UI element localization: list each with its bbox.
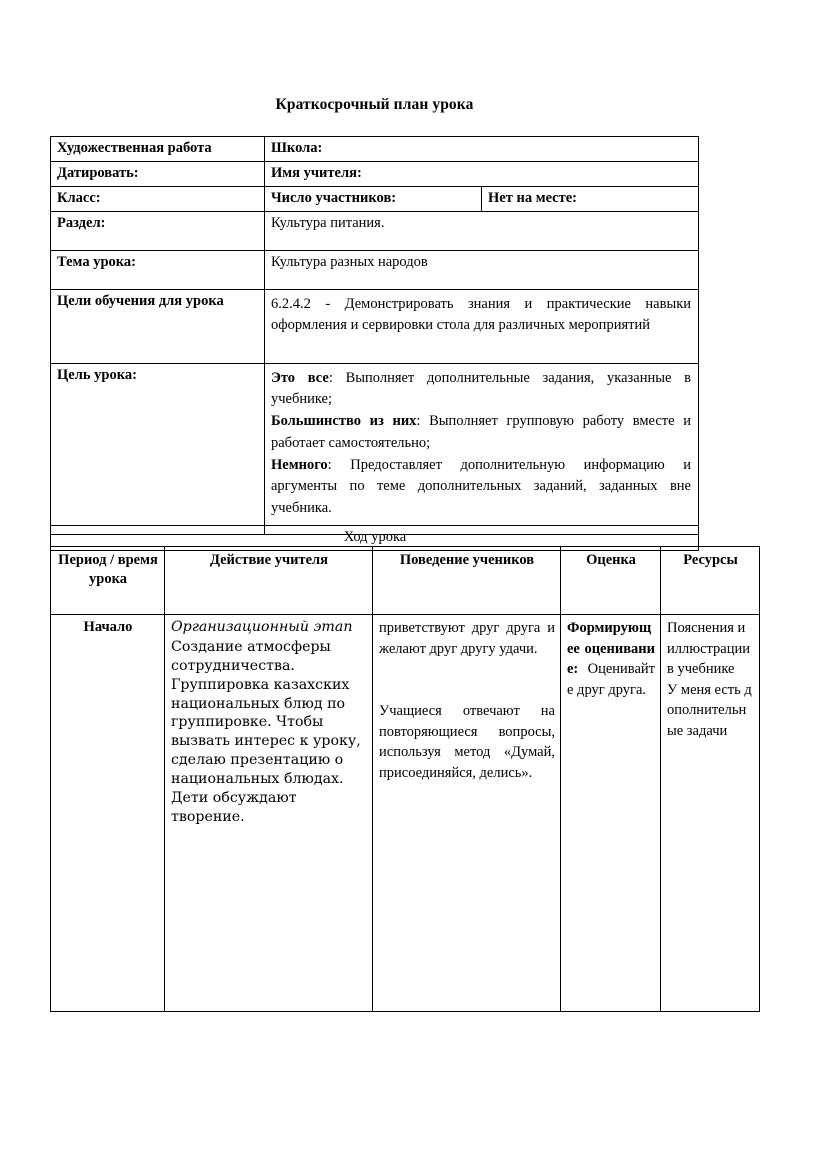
column-header-students: Поведение учеников [373,547,561,615]
column-header-period: Период / время урока [51,547,165,615]
teacher-action-body: Создание атмосферы сотрудничества. Группировка казахских национальных блюд по группировке. Чтобы вызвать интерес к уроку, сделаю презентацию о национальных блюдах. Дети обсуждают творение. [171,638,361,825]
aim-item-most: Большинство из них: Выполняет групповую работу вместе и работает самостоятельно; [271,413,691,451]
table-row [51,186,699,211]
info-value-section: Культура питания. [265,211,699,250]
info-label-lesson-aim: Цель урока: [51,363,265,534]
cell-period-start: Начало [51,615,165,1012]
table-row [51,211,699,250]
column-header-resources: Ресурсы [661,547,760,615]
cell-teacher-action [165,615,373,1012]
info-label-learning-goal: Цели обучения для урока [51,289,265,363]
resource-paragraph: Пояснения и иллюстрации в учебнике [667,620,750,678]
info-label-topic: Тема урока: [51,250,265,289]
info-value-topic: Культура разных народов [265,250,699,289]
info-label-section: Раздел: [51,211,265,250]
cell-student-behaviour [373,615,561,1012]
column-header-assessment: Оценка [561,547,661,615]
info-value-lesson-aim [265,363,699,534]
info-value-school: Школа: [265,137,699,162]
table-header-row [51,547,760,615]
table-row [51,161,699,186]
aim-item-few: Немного: Предоставляет дополнительную информацию и аргументы по теме дополнительных заданий, заданных вне учебника. [271,456,691,517]
info-label-date: Датировать: [51,161,265,186]
info-value-teacher-name: Имя учителя: [265,161,699,186]
column-header-teacher: Действие учителя [165,547,373,615]
info-value-participants: Число участников: [265,186,482,211]
info-value-learning-goal: 6.2.4.2 - Демонстрировать знания и практические навыки оформления и сервировки стола для различных мероприятий [265,289,699,363]
info-value-absent: Нет на месте: [482,186,699,211]
assessment-text: Оценивайте друг друга. [567,661,655,698]
lesson-stages-table [50,546,760,1012]
student-behaviour-paragraph: Учащиеся отвечают на повторяющиеся вопросы, используя метод «Думай, присоединяйся, делись». [379,703,555,781]
resource-paragraph: У меня есть дополнительные задачи [667,681,752,739]
info-label-class: Класс: [51,186,265,211]
cell-assessment [561,615,661,1012]
table-row [51,615,760,1012]
table-row [51,137,699,162]
table-row [51,363,699,534]
assessment-lead: Формирующее оценивание: [567,620,655,678]
lesson-info-table [50,136,699,535]
table-row [51,289,699,363]
page-title: Краткосрочный план урока [275,96,474,113]
table-row [51,250,699,289]
teacher-action-heading: Организационный этап [171,619,353,635]
student-behaviour-paragraph: приветствуют друг друга и желают друг другу удачи. [379,620,555,657]
aim-item-all: Это все: Выполняет дополнительные задания, указанные в учебнике; [271,369,692,408]
cell-resources [661,615,760,1012]
course-band-title: Ход урока [51,526,699,551]
info-label-artwork: Художественная работа [51,137,265,162]
